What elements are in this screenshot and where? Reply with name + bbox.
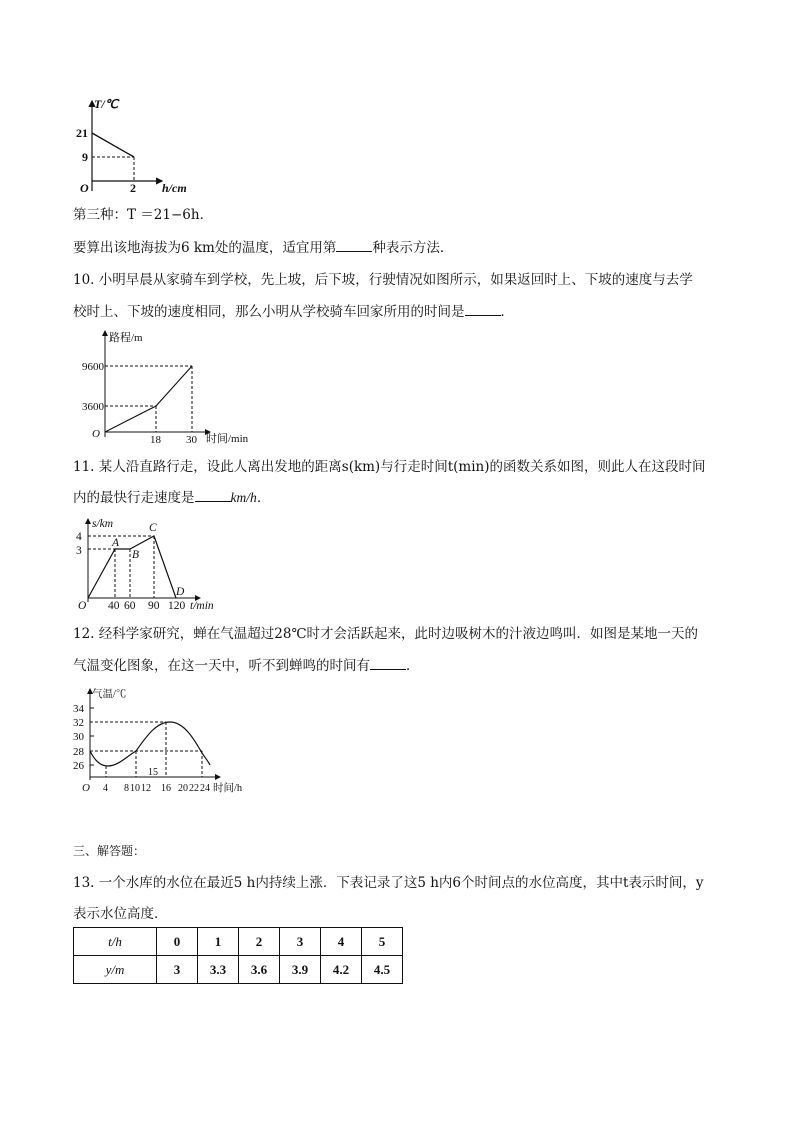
distance-graph bbox=[82, 325, 272, 447]
origin-label: O bbox=[78, 600, 87, 612]
x-tick-2: 2 bbox=[130, 181, 136, 195]
y-axis-label: 气温/℃ bbox=[92, 689, 127, 700]
walking-graph bbox=[72, 516, 232, 614]
answer-blank[interactable] bbox=[370, 657, 406, 670]
y-tick-28: 28 bbox=[73, 746, 84, 758]
section-title: 三、解答题： bbox=[73, 844, 146, 858]
q11-line2 bbox=[73, 488, 270, 508]
point-a-label: A bbox=[112, 537, 120, 549]
weather-graph bbox=[70, 685, 270, 797]
x-tick-20: 20 bbox=[178, 783, 188, 794]
point-b-label: B bbox=[132, 549, 140, 561]
q9-prompt-b: 种表示方法． bbox=[372, 240, 454, 256]
x-tick-4: 4 bbox=[103, 783, 108, 794]
table-cell: 0 bbox=[157, 928, 198, 956]
q10-line2-end: ． bbox=[500, 304, 514, 320]
q12-line1: 12. 经科学家研究，蝉在气温超过28℃时才会活跃起来，此时边吸树木的汁液边鸣叫．如图是某地一天的 bbox=[73, 626, 699, 642]
q12-line2-text: 气温变化图象，在这一天中，听不到蝉鸣的时间有 bbox=[73, 658, 370, 674]
table-cell: 5 bbox=[362, 928, 403, 956]
q13-line1: 13. 一个水库的水位在最近5 h内持续上涨．下表记录了这5 h内6个时间点的水位高度，其中t表示时间，y bbox=[73, 875, 704, 891]
y-axis-label: 路程/m bbox=[109, 332, 143, 344]
temperature-curve bbox=[90, 722, 210, 766]
third-method-text: 第三种：T ＝21−6h． bbox=[73, 207, 214, 223]
q11-unit: km/h． bbox=[230, 490, 271, 505]
table-cell: 3.9 bbox=[280, 956, 321, 984]
x-axis-label: 时间/min bbox=[206, 433, 249, 445]
table-row bbox=[74, 956, 403, 984]
y-tick-34: 34 bbox=[73, 703, 84, 715]
distance-line bbox=[105, 366, 192, 432]
table-cell: 4.2 bbox=[321, 956, 362, 984]
temperature-graph bbox=[74, 95, 204, 197]
y-tick-3: 3 bbox=[76, 545, 82, 557]
walking-line bbox=[88, 536, 176, 598]
origin-label: O bbox=[92, 428, 100, 440]
origin-label: O bbox=[80, 181, 89, 195]
x-tick-90: 90 bbox=[148, 600, 160, 612]
x-tick-18: 18 bbox=[150, 434, 161, 446]
y-axis-label: s/km bbox=[92, 518, 114, 530]
y-tick-4: 4 bbox=[76, 531, 82, 543]
y-tick-30: 30 bbox=[73, 731, 84, 743]
y-tick-9: 9 bbox=[82, 150, 88, 164]
table-cell: 3 bbox=[280, 928, 321, 956]
point-d-label: D bbox=[176, 586, 185, 598]
y-tick-32: 32 bbox=[73, 717, 84, 729]
point-c-label: C bbox=[149, 522, 157, 534]
q11-line1: 11. 某人沿直路行走，设此人离出发地的距离s(km)与行走时间t(min)的函数关系如图，则此人在这段时间 bbox=[73, 459, 706, 475]
q12-line2-end: ． bbox=[406, 658, 420, 674]
answer-blank[interactable] bbox=[195, 489, 231, 502]
x-tick-22: 22 bbox=[189, 783, 199, 794]
x-tick-120: 120 bbox=[168, 600, 186, 612]
table-cell: 1 bbox=[198, 928, 239, 956]
q12-line2 bbox=[73, 656, 420, 676]
origin-label: O bbox=[82, 782, 90, 794]
table-row bbox=[74, 928, 403, 956]
table-cell: 2 bbox=[239, 928, 280, 956]
x-tick-12: 12 bbox=[141, 783, 151, 794]
table-cell: 3.6 bbox=[239, 956, 280, 984]
y-tick-9600: 9600 bbox=[82, 361, 104, 373]
q10-line2 bbox=[73, 302, 514, 322]
q11-line2-a: 内的最快行走速度是 bbox=[73, 490, 195, 506]
q10-line2-text: 校时上、下坡的速度相同，那么小明从学校骑车回家所用的时间是 bbox=[73, 304, 465, 320]
q10-line1: 10. 小明早晨从家骑车到学校，先上坡，后下坡，行驶情况如图所示，如果返回时上、下坡的速度与去学 bbox=[73, 272, 693, 288]
x-tick-40: 40 bbox=[108, 600, 120, 612]
q9-prompt-a: 要算出该地海拔为6 km处的温度，适宜用第 bbox=[73, 240, 337, 256]
table-header-y: y/m bbox=[74, 956, 157, 984]
x-axis-label: t/min bbox=[190, 600, 214, 612]
x-tick-24: 24 bbox=[200, 783, 210, 794]
table-header-t: t/h bbox=[74, 928, 157, 956]
x-tick-8: 8 bbox=[124, 783, 129, 794]
y-tick-26: 26 bbox=[73, 760, 84, 772]
y-axis-label: T/℃ bbox=[94, 97, 119, 111]
table-cell: 4 bbox=[321, 928, 362, 956]
x-tick-10: 10 bbox=[130, 783, 140, 794]
y-tick-21: 21 bbox=[76, 126, 88, 140]
x-tick-30: 30 bbox=[186, 434, 197, 446]
table-cell: 3.3 bbox=[198, 956, 239, 984]
q9-prompt bbox=[73, 238, 453, 258]
extra-label-15: 15 bbox=[148, 767, 158, 778]
x-axis-label: 时间/h bbox=[213, 783, 243, 794]
q13-line2: 表示水位高度． bbox=[73, 906, 168, 922]
temperature-line bbox=[92, 133, 134, 157]
table-cell: 4.5 bbox=[362, 956, 403, 984]
x-tick-16: 16 bbox=[161, 783, 171, 794]
answer-blank[interactable] bbox=[336, 239, 372, 252]
table-cell: 3 bbox=[157, 956, 198, 984]
x-tick-60: 60 bbox=[124, 600, 136, 612]
answer-blank[interactable] bbox=[465, 303, 501, 316]
y-tick-3600: 3600 bbox=[82, 401, 104, 413]
x-axis-label: h/cm bbox=[162, 181, 187, 195]
water-level-table bbox=[73, 927, 403, 984]
